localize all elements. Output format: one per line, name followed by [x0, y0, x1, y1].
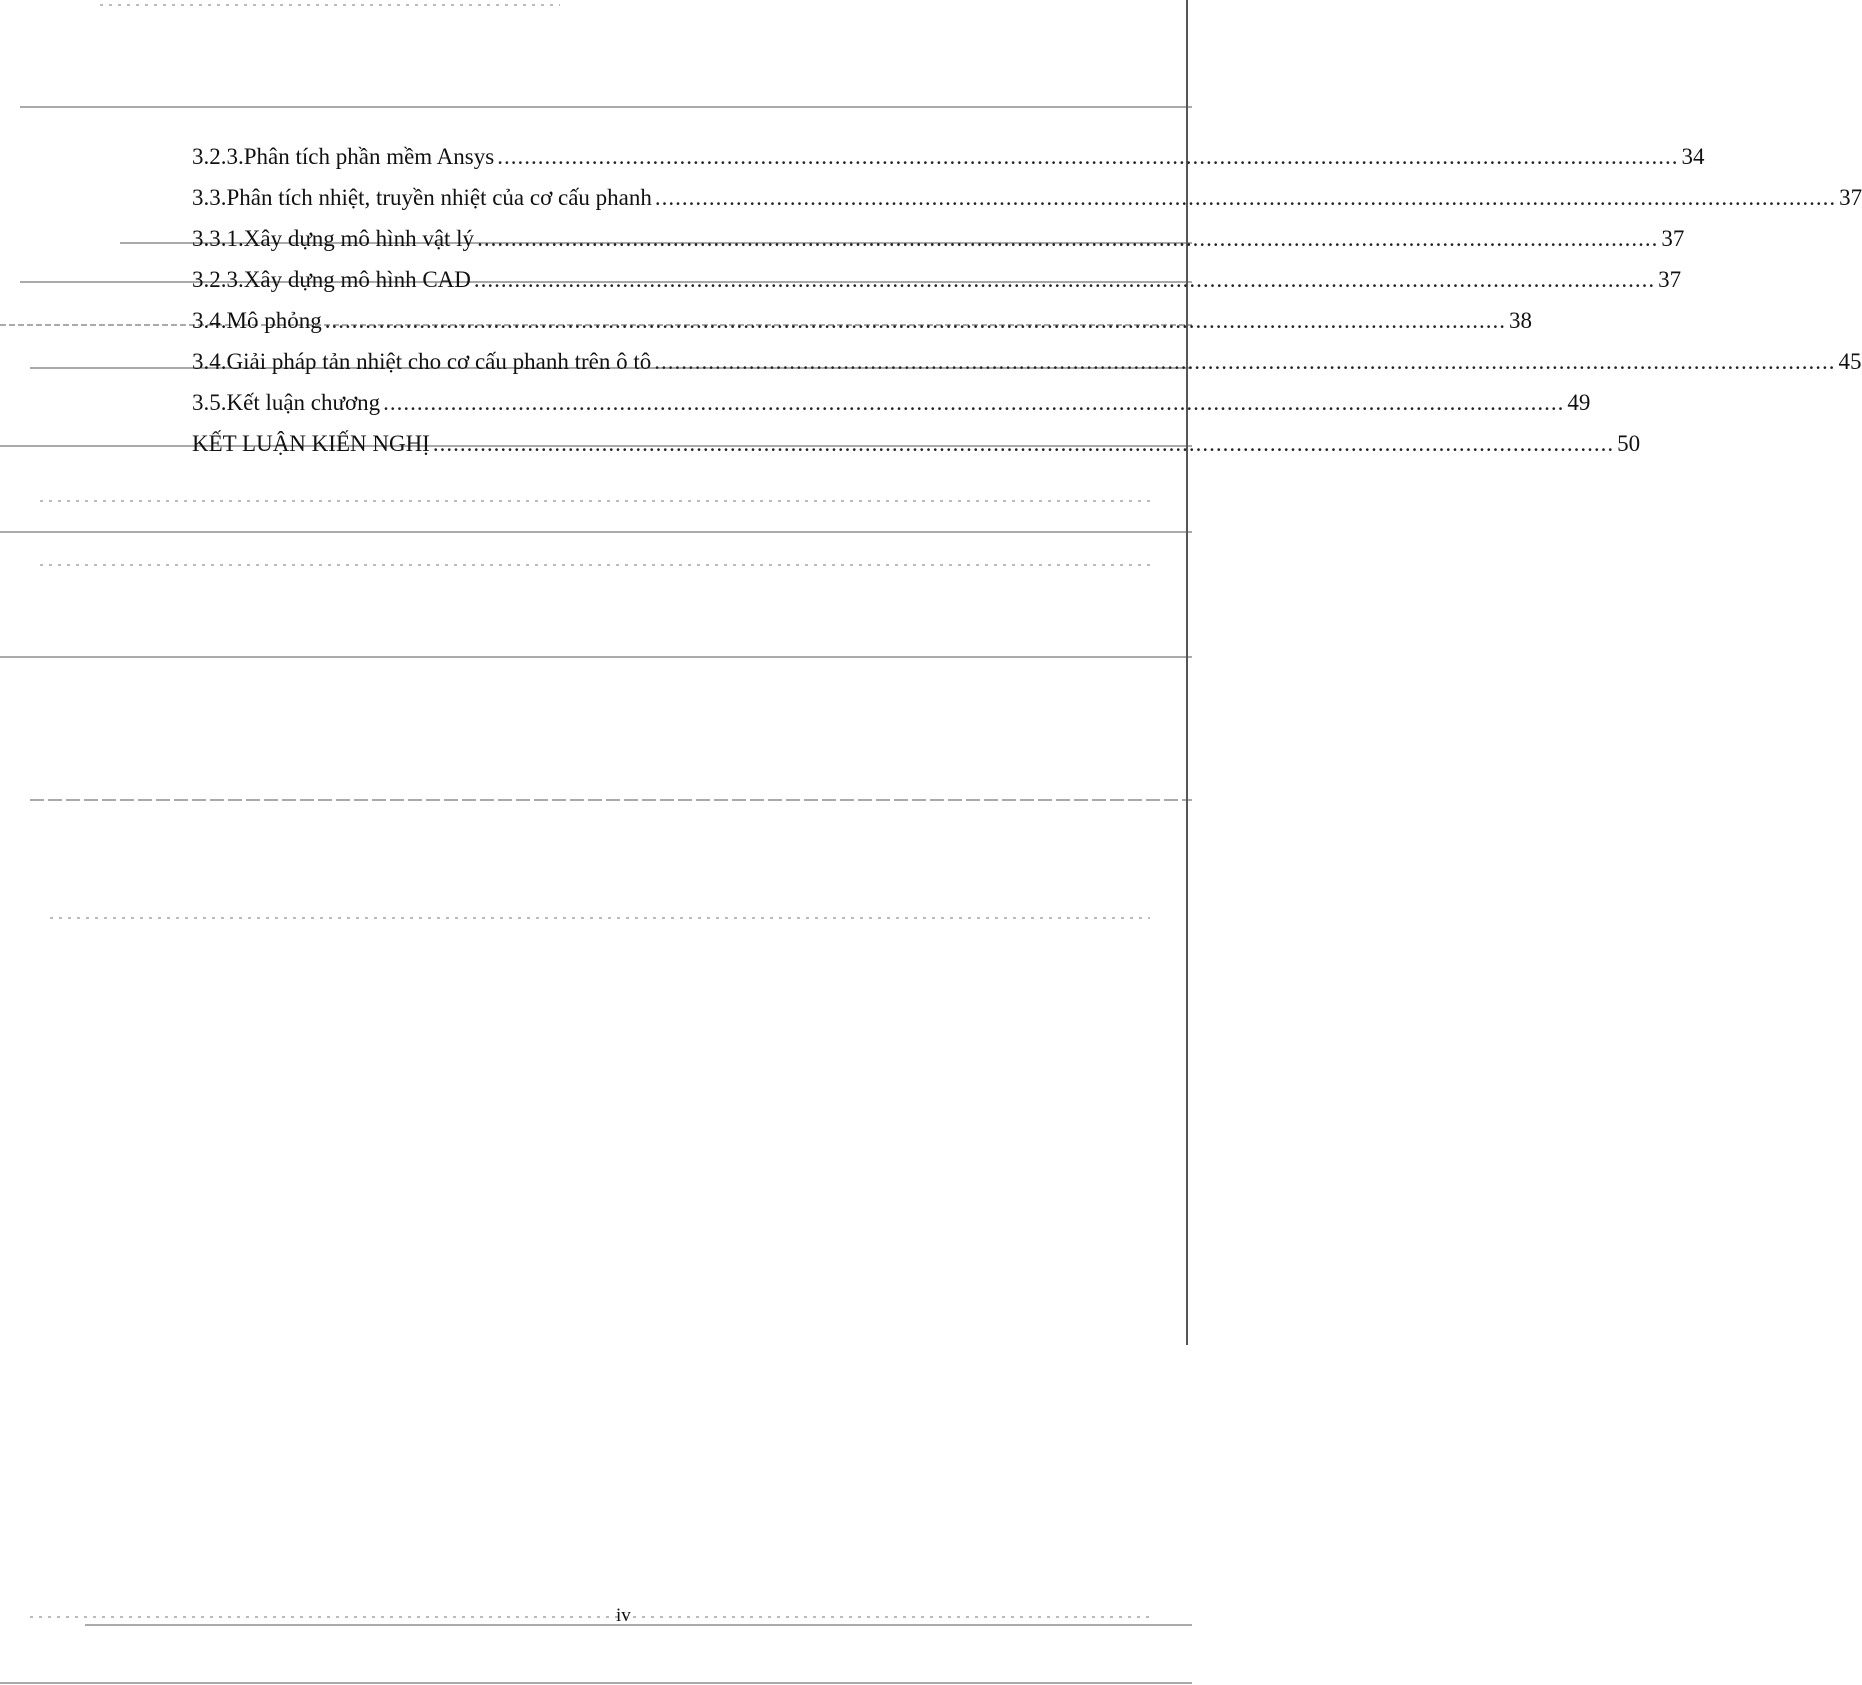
toc-dot-leader: ...............................................................................................................................................................................: [432, 431, 1615, 456]
toc-entry-title: 3.3.Phân tích nhiệt, truyền nhiệt của cơ cấu phanh: [192, 185, 652, 210]
toc-entry[interactable]: [192, 341, 1862, 382]
toc-entry-page: 37: [1661, 226, 1685, 251]
toc-entry[interactable]: [192, 300, 1532, 341]
toc-entry-page: 37: [1658, 267, 1682, 292]
toc-dot-leader: ...............................................................................................................................................................................: [324, 308, 1506, 333]
toc-entry-page: 45: [1838, 349, 1862, 374]
toc-dot-leader: ...............................................................................................................................................................................: [473, 267, 1656, 292]
toc-entry-page: 37: [1839, 185, 1862, 210]
toc-entry-title: 3.2.3.Xây dựng mô hình CAD: [192, 267, 471, 292]
toc-entry[interactable]: [192, 177, 1862, 218]
toc-entry-page: 34: [1681, 144, 1705, 169]
toc-entry-title: 3.5.Kết luận chương: [192, 390, 381, 415]
toc-entry[interactable]: [192, 382, 1591, 423]
toc-dot-leader: ...............................................................................................................................................................................: [477, 226, 1659, 251]
toc-entry-title: 3.3.1.Xây dựng mô hình vật lý: [192, 226, 475, 251]
toc-entry[interactable]: [192, 423, 1641, 464]
toc-dot-leader: ...............................................................................................................................................................................: [654, 349, 1836, 374]
toc-dot-leader: ...............................................................................................................................................................................: [497, 144, 1679, 169]
table-of-contents: [192, 136, 1862, 464]
toc-entry[interactable]: [192, 259, 1682, 300]
toc-entry-title: KẾT LUẬN KIẾN NGHỊ: [192, 431, 430, 456]
toc-entry-page: 38: [1508, 308, 1532, 333]
toc-entry-page: 50: [1617, 431, 1641, 456]
toc-entry-title: 3.2.3.Phân tích phần mềm Ansys: [192, 144, 495, 169]
toc-dot-leader: ...............................................................................................................................................................................: [383, 390, 1565, 415]
toc-dot-leader: ...............................................................................................................................................................................: [654, 185, 1837, 210]
toc-entry-title: 3.4.Mô phỏng: [192, 308, 322, 333]
toc-entry-title: 3.4.Giải pháp tản nhiệt cho cơ cấu phanh trên ô tô: [192, 349, 652, 374]
page-number: iv: [616, 1605, 631, 1626]
toc-entry[interactable]: [192, 218, 1685, 259]
toc-entry-page: 49: [1567, 390, 1591, 415]
toc-entry[interactable]: [192, 136, 1705, 177]
